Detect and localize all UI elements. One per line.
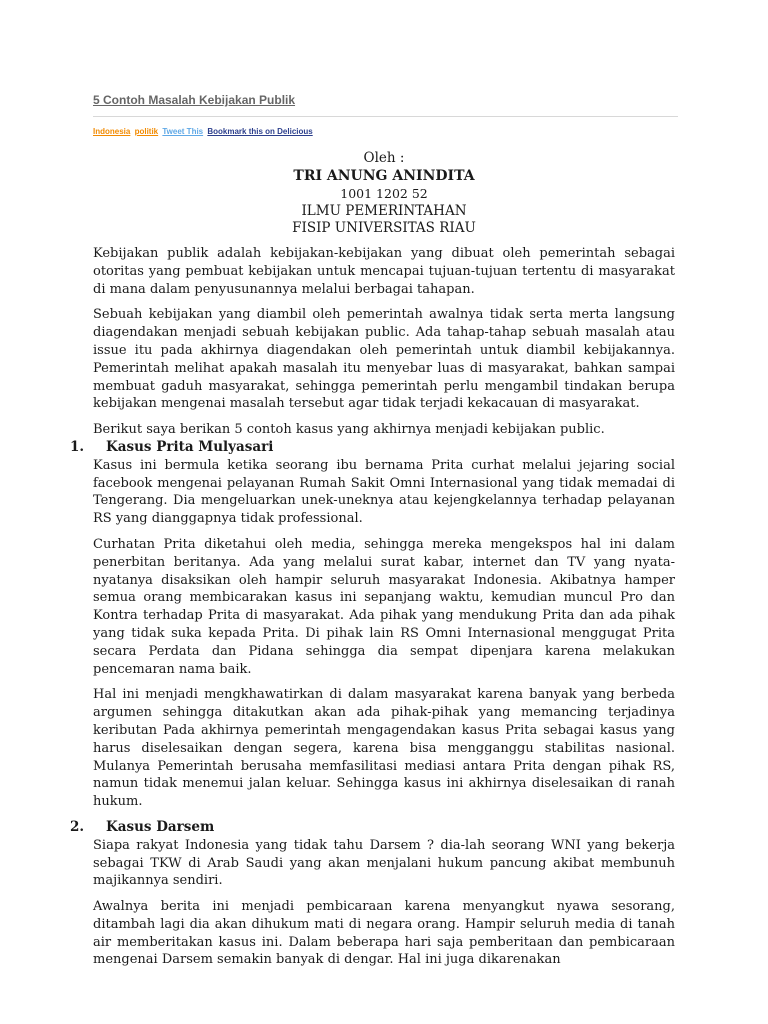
by-label: Oleh : [363, 150, 405, 166]
case-heading [70, 438, 675, 457]
tag-link-politik[interactable]: politik [134, 127, 159, 136]
tweet-link[interactable]: Tweet This [162, 127, 204, 136]
bookmark-link[interactable]: Bookmark this on Delicious [207, 127, 313, 136]
intro-paragraph: Kebijakan publik adalah kebijakan-kebijakan yang dibuat oleh pemerintah sebagai otoritas yang pembuat kebijakan untuk mencapai tujuan-tujuan tertentu di masyarakat di mana dalam penyusunannya melalui berbagai tahapan. [93, 246, 675, 297]
author-heading [93, 150, 675, 238]
case-paragraph: Hal ini menjadi mengkhawatirkan di dalam masyarakat karena banyak yang berbeda argumen sehingga ditakutkan akan ada pihak-pihak yang memancing terjadinya keributan Pada akhirnya pemerintah mengagendakan kasus Prita sebagai kasus yang harus diselesaikan dengan segera, karena bisa mengganggu stabilitas nasional. Mulanya Pemerintah berusaha memfasilitasi mediasi antara Prita dengan pihak RS, namun tidak menemui jalan keluar. Sehingga kasus ini akhirnya diselesaikan di ranah hukum. [93, 687, 675, 810]
share-links [93, 127, 315, 136]
case-paragraph: Siapa rakyat Indonesia yang tidak tahu Darsem ? dia-lah seorang WNI yang bekerja sebagai TKW di Arab Saudi yang akan menjalani hukum pancung akibat membunuh majikannya sendiri. [93, 837, 675, 889]
case-number: 1. [70, 438, 85, 455]
article-body [70, 245, 675, 977]
student-number: 1001 1202 52 [340, 186, 428, 201]
case-heading [70, 818, 675, 837]
intro-paragraph: Sebuah kebijakan yang diambil oleh pemerintah awalnya tidak serta merta langsung diagendakan menjadi sebuah kebijakan public. Ada tahap-tahap sebuah masalah atau issue itu pada akhirnya diagendakan oleh pemerintah untuk diambil kebijakannya. Pemerintah melihat apakah masalah itu menyebar luas di masyarakat, bahkan sampai membuat gaduh masyarakat, sehingga pemerintah perlu mengambil tindakan berupa kebijakan mengenai masalah tersebut agar tidak terjadi kekacauan di masyarakat. [93, 307, 675, 412]
tag-link-indonesia[interactable]: Indonesia [93, 127, 131, 136]
faculty: FISIP UNIVERSITAS RIAU [292, 220, 476, 236]
author-name: TRI ANUNG ANINDITA [293, 167, 475, 184]
case-paragraph: Kasus ini bermula ketika seorang ibu bernama Prita curhat melalui jejaring social facebook mengenai pelayanan Rumah Sakit Omni Internasional yang tidak memadai di Tengerang. Dia mengeluarkan unek-uneknya atau kejengkelannya terhadap pelayanan RS yang dianggapnya tidak professional. [93, 457, 675, 527]
page-title[interactable]: 5 Contoh Masalah Kebijakan Publik [93, 93, 296, 107]
case-number: 2. [70, 818, 85, 835]
case-title: Kasus Prita Mulyasari [106, 438, 274, 455]
case-title: Kasus Darsem [106, 818, 215, 835]
case-paragraph: Curhatan Prita diketahui oleh media, sehingga mereka mengekspos hal ini dalam penerbitan beritanya. Ada yang melalui surat kabar, internet dan TV yang nyata-nyatanya disaksikan oleh hampir seluruh masyarakat Indonesia. Akibatnya hamper semua orang membicarakan kasus ini sepanjang waktu, kemudian muncul Pro dan Kontra terhadap Prita di masyarakat. Ada pihak yang mendukung Prita dan ada pihak yang tidak suka kepada Prita. Di pihak lain RS Omni Internasional menggugat Prita secara Perdata dan Pidana sehingga dia sempat dipenjara karena melakukan pencemaran nama baik. [93, 536, 675, 677]
department: ILMU PEMERINTAHAN [301, 202, 467, 219]
intro-paragraph: Berikut saya berikan 5 contoh kasus yang akhirnya menjadi kebijakan public. [93, 422, 605, 438]
case-paragraph: Awalnya berita ini menjadi pembicaraan karena menyangkut nyawa sesorang, ditambah lagi dia akan dihukum mati di negara orang. Hampir seluruh media di tanah air memberitakan kasus ini. Dalam beberapa hari saja pemberitaan dan pembicaraan mengenai Darsem semakin banyak di dengar. Hal ini juga dikarenakan [93, 899, 675, 968]
divider [93, 116, 678, 117]
